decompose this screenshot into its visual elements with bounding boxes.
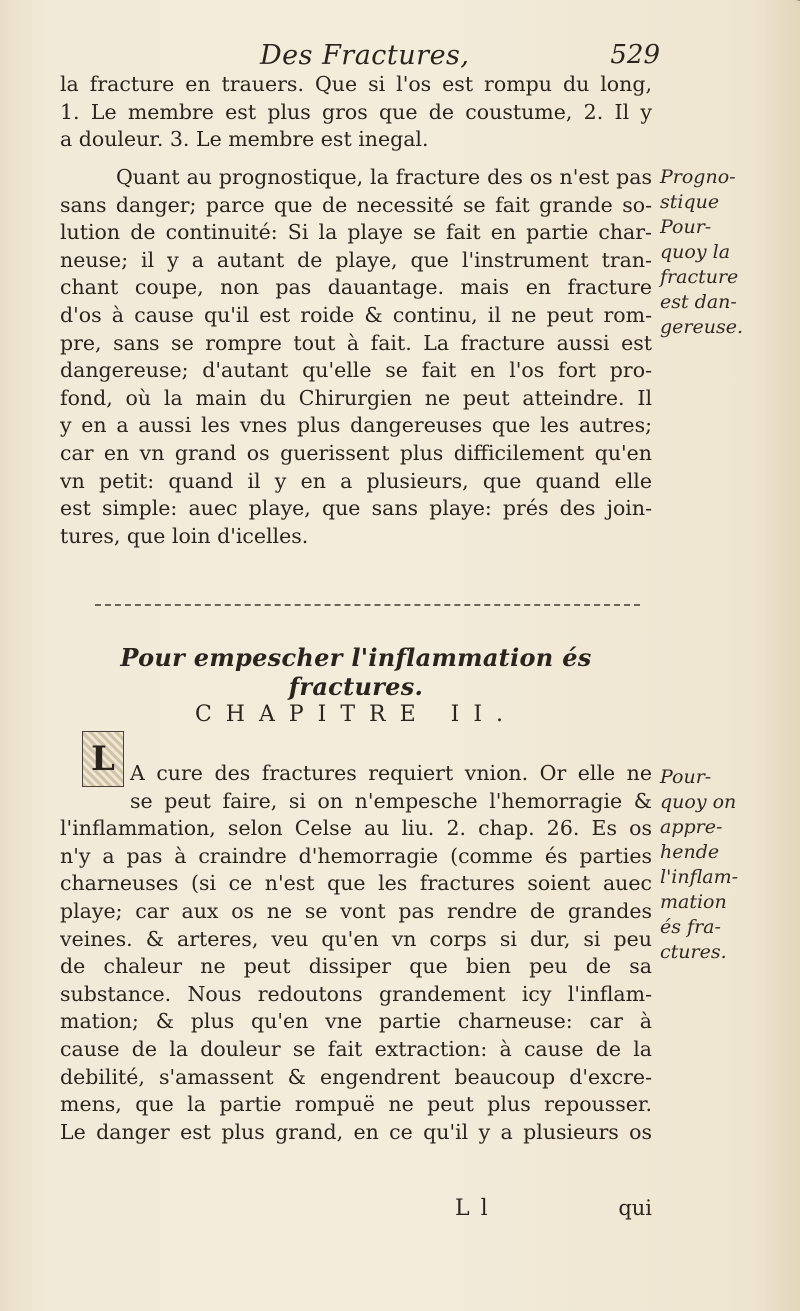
text-line: 1. Le membre est plus gros que de coustume, 2. Il y (60, 99, 652, 124)
text-line: sans danger; parce que de necessité se fait grande so- (60, 192, 652, 217)
margin-note-line: est dan- (660, 291, 737, 313)
text-line: dangereuse; d'autant qu'elle se fait en l'os fort pro- (60, 358, 652, 383)
page-footer (60, 1196, 652, 1226)
text-line: Le danger est plus grand, en ce qu'il y a plusieurs os (60, 1119, 652, 1144)
paragraph-inflammation (60, 760, 652, 1146)
running-title: Des Fractures, (260, 40, 470, 71)
margin-note-line: Pour- (660, 216, 712, 238)
text-line: cause de la douleur se fait extraction: à cause de la (60, 1036, 652, 1061)
signature-mark: L l (455, 1196, 490, 1221)
margin-note-line: fracture (660, 266, 739, 288)
margin-note-line: ctures. (660, 941, 727, 963)
text-line: fond, où la main du Chirurgien ne peut atteindre. Il (60, 385, 652, 410)
text-line: car en vn grand os guerissent plus difficilement qu'en (60, 440, 652, 465)
paragraph-symptoms (60, 71, 652, 154)
text-line: y en a aussi les vnes plus dangereuses que les autres; (60, 413, 652, 438)
margin-note-line: quoy on (660, 791, 737, 813)
margin-note-line: hende (660, 841, 720, 863)
text-line: substance. Nous redoutons grandement icy l'inflam- (60, 981, 652, 1006)
margin-note-line: gereuse. (660, 316, 744, 338)
text-line: playe; car aux os ne se vont pas rendre de grandes (60, 898, 652, 923)
margin-note-line: mation (660, 891, 727, 913)
margin-note-line: Pour- (660, 766, 712, 788)
text-line: est simple: auec playe, que sans playe: prés des join- (60, 496, 652, 521)
text-line: la fracture en trauers. Que si l'os est rompu du long, (60, 72, 652, 96)
text-line: tures, que loin d'icelles. (60, 523, 309, 548)
text-line: d'os à cause qu'il est roide & continu, il ne peut rom- (60, 302, 652, 327)
catchword: qui (618, 1196, 652, 1220)
text-line: se peut faire, si on n'empesche l'hemorragie & (130, 788, 652, 813)
chapter-heading: CHAPITRE II. (194, 702, 518, 727)
margin-note-line: stique (660, 191, 720, 213)
page-number: 529 (610, 40, 660, 70)
section-divider (95, 604, 640, 606)
text-line: n'y a pas à craindre d'hemorragie (comme és parties (60, 843, 652, 868)
drop-cap-initial: L (82, 731, 124, 787)
margin-note-line: appre- (660, 816, 723, 838)
margin-note-line: Progno- (660, 166, 736, 188)
text-line: mation; & plus qu'en vne partie charneuse: car à (60, 1009, 652, 1034)
page-corner-crease (730, 0, 800, 31)
text-line: pre, sans se rompre tout à fait. La fracture aussi est (60, 330, 652, 355)
text-line: de chaleur ne peut dissiper que bien peu de sa (60, 954, 652, 979)
text-line: lution de continuité: Si la playe se fait en partie char- (60, 220, 652, 245)
section-title: Pour empescher l'inflammation és fractures. (120, 643, 592, 701)
text-line: veines. & arteres, veu qu'en vn corps si dur, si peu (60, 926, 652, 951)
text-line: chant coupe, non pas dauantage. mais en fracture (60, 275, 652, 300)
text-line: mens, que la partie rompuë ne peut plus repousser. (60, 1092, 652, 1117)
text-line: vn petit: quand il y en a plusieurs, que quand elle (60, 468, 652, 493)
text-line: charneuses (si ce n'est que les fractures soient auec (60, 871, 652, 896)
margin-note-line: és fra- (660, 916, 721, 938)
text-line: A cure des fractures requiert vnion. Or elle ne (130, 761, 652, 785)
text-line: l'inflammation, selon Celse au liu. 2. chap. 26. Es os (60, 816, 652, 841)
margin-note-line: l'inflam- (660, 866, 739, 888)
margin-note-inflammation (660, 765, 780, 965)
paragraph-prognosis (60, 164, 652, 550)
text-line: Quant au prognostique, la fracture des os n'est pas (116, 165, 652, 189)
text-line: a douleur. 3. Le membre est inegal. (60, 127, 429, 152)
text-line: neuse; il y a autant de playe, que l'instrument tran- (60, 247, 652, 272)
text-line: debilité, s'amassent & engendrent beaucoup d'excre- (60, 1064, 652, 1089)
margin-note-prognosis (660, 165, 780, 340)
margin-note-line: quoy la (660, 241, 731, 263)
